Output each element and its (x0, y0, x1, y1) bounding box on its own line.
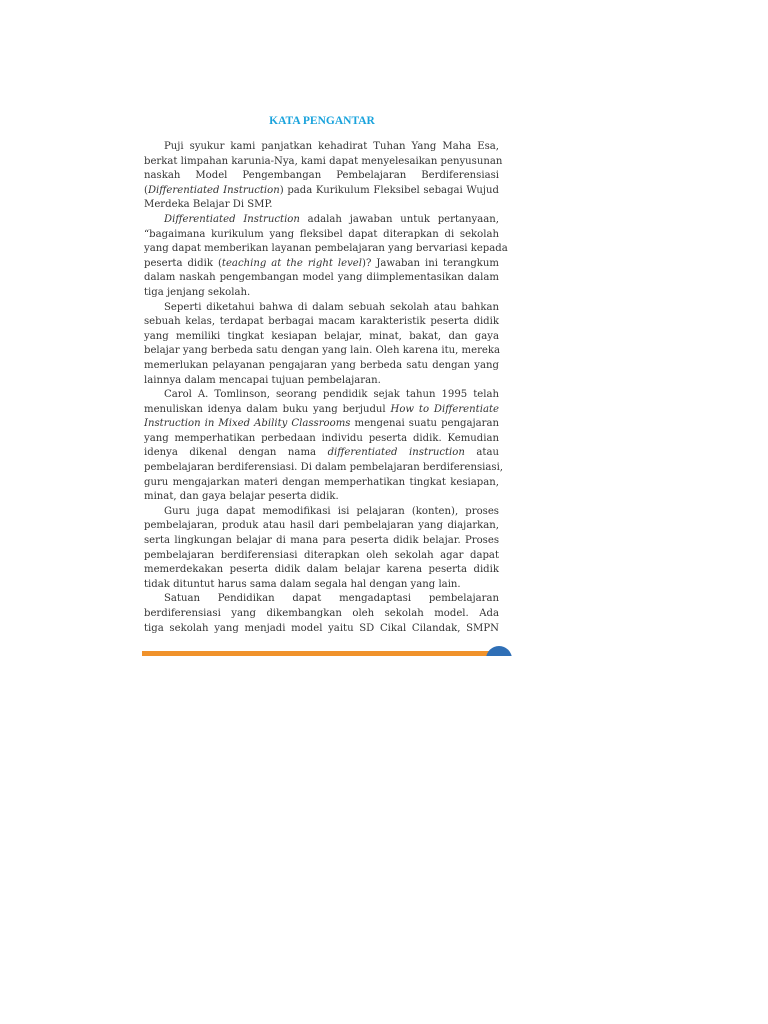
page-number-tab (486, 646, 512, 672)
text-line: berkat limpahan karunia-Nya, kami dapat menyelesaikan penyusunan (144, 155, 503, 167)
text-line: (Differentiated Instruction) pada Kurikulum Fleksibel sebagai Wujud (144, 184, 499, 196)
text-line: idenya dikenal dengan nama differentiated instruction atau (144, 447, 499, 459)
text-line: minat, dan gaya belajar peserta didik. (144, 491, 339, 503)
text-line: Seperti diketahui bahwa di dalam sebuah sekolah atau bahkan (164, 301, 499, 313)
body-text (144, 140, 508, 636)
text-line: lainnya dalam mencapai tujuan pembelajaran. (144, 374, 381, 386)
text-line: “bagaimana kurikulum yang fleksibel dapat diterapkan di sekolah (144, 228, 499, 240)
text-line: sebuah kelas, terdapat berbagai macam karakteristik peserta didik (144, 316, 499, 328)
text-line: memerlukan pelayanan pengajaran yang berbeda satu dengan yang (144, 359, 499, 371)
text-line: belajar yang berbeda satu dengan yang lain. Oleh karena itu, mereka (144, 345, 501, 357)
text-line: Guru juga dapat memodifikasi isi pelajaran (konten), proses (164, 505, 499, 517)
text-line: yang memiliki tingkat kesiapan belajar, minat, bakat, dan gaya (144, 330, 499, 342)
text-line: naskah Model Pengembangan Pembelajaran Berdiferensiasi (144, 170, 499, 182)
text-line: pembelajaran, produk atau hasil dari pembelajaran yang diajarkan, (144, 520, 499, 532)
text-line: berdiferensiasi yang dikembangkan oleh sekolah model. Ada (144, 608, 499, 619)
text-line: Carol A. Tomlinson, seorang pendidik sejak tahun 1995 telah (164, 389, 499, 401)
text-line: serta lingkungan belajar di mana para peserta didik belajar. Proses (144, 535, 499, 547)
text-line: pembelajaran berdiferensiasi diterapkan oleh sekolah agar dapat (144, 549, 499, 561)
text-line: Differentiated Instruction adalah jawaban untuk pertanyaan, (164, 213, 499, 225)
text-line: Instruction in Mixed Ability Classrooms mengenai suatu pengajaran (144, 418, 499, 430)
text-line: guru mengajarkan materi dengan memperhatikan tingkat kesiapan, (144, 476, 499, 488)
text-line: tidak dituntut harus sama dalam segala hal dengan yang lain. (144, 578, 461, 590)
text-line: Satuan Pendidikan dapat mengadaptasi pembelajaran (164, 593, 499, 605)
text-line: pembelajaran berdiferensiasi. Di dalam pembelajaran berdiferensiasi, (144, 462, 504, 474)
text-line: dalam naskah pengembangan model yang diimplementasikan dalam (144, 272, 499, 284)
text-line: peserta didik (teaching at the right level)? Jawaban ini terangkum (144, 257, 499, 269)
text-line: yang memperhatikan perbedaan individu peserta didik. Kemudian (144, 432, 499, 444)
text-line: tiga sekolah yang menjadi model yaitu SD Cikal Cilandak, SMPN (144, 622, 499, 634)
text-line: Puji syukur kami panjatkan kehadirat Tuhan Yang Maha Esa, (164, 141, 499, 152)
page-title: KATA PENGANTAR (269, 115, 375, 127)
text-line: tiga jenjang sekolah. (144, 286, 251, 298)
text-line: memerdekakan peserta didik dalam belajar karena peserta didik (144, 564, 499, 576)
text-line: menuliskan idenya dalam buku yang berjudul How to Differentiate (144, 403, 499, 415)
text-line: Merdeka Belajar Di SMP. (144, 199, 273, 211)
text-line: yang dapat memberikan layanan pembelajaran yang bervariasi kepada (144, 243, 508, 255)
footer-bar (142, 651, 502, 656)
